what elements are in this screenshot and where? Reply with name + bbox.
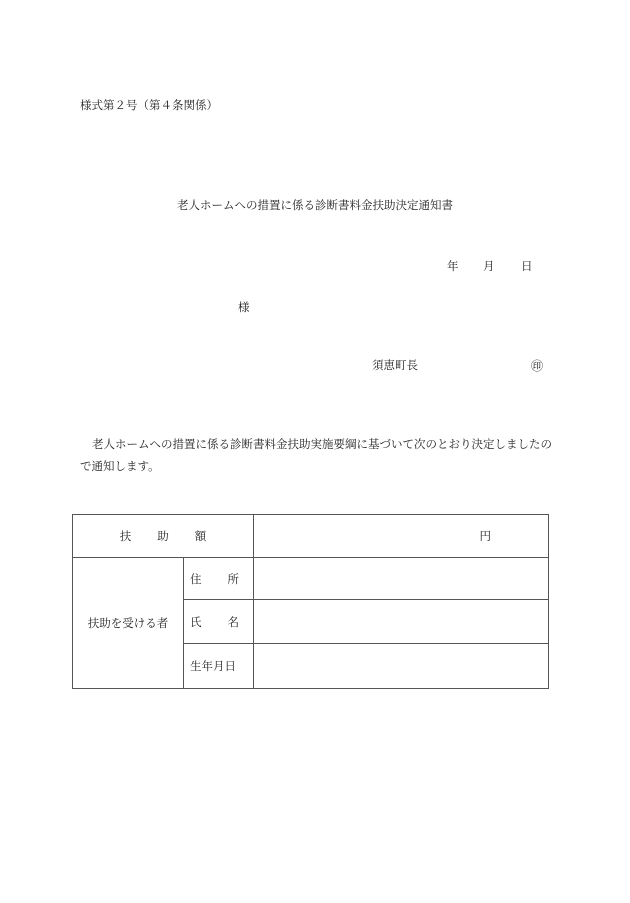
recipient-honorific: 様 (238, 300, 250, 314)
issuer-name: 須恵町長 (372, 358, 418, 372)
recipient-label: 扶助を受ける者 (73, 558, 184, 689)
amount-label-char: 額 (194, 529, 207, 543)
assistance-table (72, 514, 549, 689)
name-label-char: 氏 (190, 614, 202, 629)
address-value-cell[interactable] (254, 558, 549, 600)
form-number: 様式第２号（第４条関係） (80, 98, 218, 112)
body-text: 老人ホームへの措置に係る診断書料金扶助実施要綱に基づいて次のとおり決定しましたので通知します。 (80, 437, 552, 473)
amount-label-char: 助 (157, 529, 169, 543)
amount-row (73, 515, 549, 558)
document-title: 老人ホームへの措置に係る診断書料金扶助決定通知書 (177, 198, 453, 212)
date-day-label: 日 (521, 259, 533, 273)
amount-label (73, 515, 254, 558)
address-label-char: 住 (190, 571, 202, 586)
amount-value-cell[interactable] (254, 515, 549, 558)
birthdate-label: 生年月日 (184, 644, 254, 689)
address-label (184, 558, 254, 600)
name-label-char: 名 (227, 614, 239, 629)
amount-label-char: 扶 (119, 529, 132, 543)
date-month-label: 月 (483, 259, 495, 273)
name-label (184, 600, 254, 644)
birthdate-value-cell[interactable] (254, 644, 549, 689)
address-label-char: 所 (227, 571, 239, 586)
date-year-label: 年 (447, 259, 459, 273)
yen-unit: 円 (479, 529, 491, 543)
name-value-cell[interactable] (254, 600, 549, 644)
seal-mark: ㊞ (531, 359, 544, 373)
address-row (73, 558, 549, 600)
